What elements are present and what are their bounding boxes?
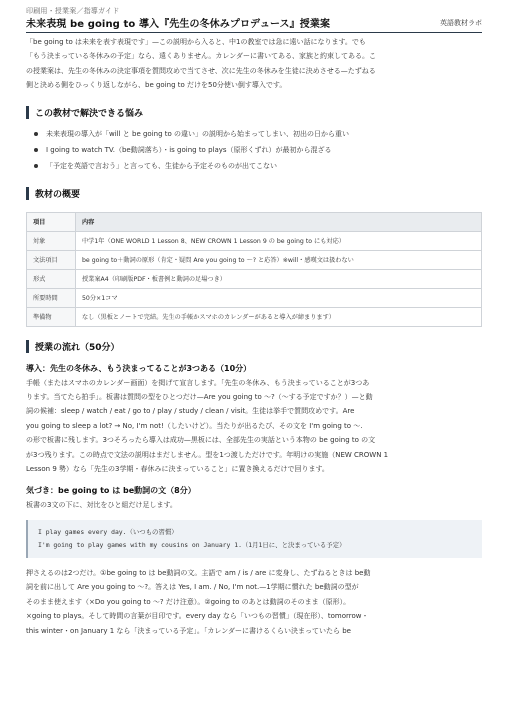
intro-paragraph	[26, 35, 482, 93]
section-heading-text: 教材の概要	[35, 190, 81, 201]
body-line: 手帳（またはスマホのカレンダー画面）を掲げて宣言します。「先生の冬休み、もう決まっていることが3つあ	[26, 378, 370, 387]
list-item: 未来表現の導入が「will と be going to の違い」の説明から始まってしまい、初出の日から重い	[34, 126, 482, 142]
table-cell-key: 文法項目	[27, 250, 76, 269]
table-header-row	[27, 212, 482, 231]
heading-accent-bar	[26, 106, 29, 119]
overview-table	[26, 212, 482, 327]
section-heading-text: この教材で解決できる悩み	[35, 109, 144, 120]
section-heading-flow	[26, 340, 482, 354]
step-intro-line: 板書の3文の下に、対比をひと組だけ足します。	[26, 501, 177, 510]
example-quote-box	[26, 520, 482, 558]
table-cell-value: be going to＋動詞の原形（肯定・疑問 Are you going to ～? と応答）※will・感嘆文は扱わない	[76, 250, 482, 269]
body-line: this winter・on January 1 なら「決まっている予定」。「カレンダーに書けるくらい決まっていたら be	[26, 626, 351, 635]
table-cell-key: 形式	[27, 269, 76, 288]
body-line: 詞の候補：sleep / watch / eat / go to / play / study / clean / visit。生徒は挙手で質問攻めです。Are	[26, 407, 355, 416]
section-heading-text: 授業の流れ（50分）	[35, 343, 120, 354]
list-item: I going to watch TV.（be動詞落ち）・is going to plays（原形くずれ）が最初から混ざる	[34, 142, 482, 158]
list-item: 「予定を英語で言おう」と言っても、生徒から予定そのものが出てこない	[34, 158, 482, 174]
body-line: の形で板書に残します。3つそろったら導入は成功—黒板には、全部先生の実話という本物の be going to の文	[26, 436, 376, 445]
table-cell-value: 授業案A4（印刷版PDF・板書例と動詞の足場つき）	[76, 269, 482, 288]
table-row	[27, 250, 482, 269]
title-divider	[26, 32, 482, 33]
body-line: が3つ残ります。この時点で文法の説明はまだしません。型を1つ渡しただけです。年明けの実施（NEW CROWN 1	[26, 450, 389, 459]
intro-line: 「be going to は未来を表す表現です」—この説明から入ると、中1の教室では急に遠い話になります。でも	[26, 38, 366, 46]
table-cell-key: 準備物	[27, 307, 76, 326]
page-title: 未来表現 be going to 導入『先生の冬休みプロデュース』授業案	[26, 19, 331, 30]
heading-accent-bar	[26, 340, 29, 353]
section-heading-problems	[26, 106, 482, 120]
title-bar	[26, 15, 482, 30]
example-sentence: I'm going to play games with my cousins on January 1.（1月1日に、と決まっている予定）	[38, 540, 346, 549]
step-body-intro	[26, 376, 482, 477]
heading-accent-bar	[26, 187, 29, 200]
intro-line: 側と決める側をひっくり返しながら、be going to だけを50分使い倒す導入です。	[26, 81, 287, 90]
body-line: そのまま使えます（×Do you going to ～? だけ注意）。②going to のあとは動詞のそのまま（原形）。	[26, 597, 351, 606]
table-row	[27, 288, 482, 307]
body-line: ×going to plays。そして時間の言葉が目印です。every day なら「いつもの習慣」（現在形）、tomorrow・	[26, 612, 369, 621]
table-row	[27, 307, 482, 326]
table-header-cell: 内容	[76, 212, 482, 231]
body-line: you going to sleep a lot? → No, I'm not!（したいけど）。当たりが出るたび、その文を I'm going to ～.	[26, 421, 363, 430]
step-body-awareness	[26, 566, 482, 638]
example-sentence: I play games every day.（いつもの習慣）	[38, 527, 178, 536]
body-line: 押さえるのは2つだけ。①be going to は be動詞の文。主語で am / is / are に変身し、たずねるときは be動	[26, 568, 371, 577]
table-cell-key: 所要時間	[27, 288, 76, 307]
intro-line: 「もう決まっている冬休みの予定」なら、遠くありません。カレンダーに書いてある、家族と約束してある。こ	[26, 52, 376, 61]
intro-line: の授業案は、先生の冬休みの決定事項を質問攻めで当てさせ、次に先生の冬休みを生徒に決めさせる—たずねる	[26, 66, 376, 75]
table-cell-value: 中学1年（ONE WORLD 1 Lesson 8、NEW CROWN 1 Lesson 9 の be going to にも対応）	[76, 231, 482, 250]
body-line: Lesson 9 勢）なら「先生の3学期・春休みに決まっていること」に置き換えるだけで回ります。	[26, 465, 329, 474]
body-line: 詞を前に出して Are you going to ～?。答えは Yes, I am. / No, I'm not.—1学期に慣れた be動詞の型が	[26, 583, 359, 592]
table-row	[27, 269, 482, 288]
problem-list	[26, 126, 482, 174]
table-cell-value: 50分×1コマ	[76, 288, 482, 307]
table-cell-key: 対象	[27, 231, 76, 250]
step-heading-intro: 導入：先生の冬休み、もう決まってることが3つある（10分）	[26, 363, 252, 373]
step-heading-awareness: 気づき：be going to は be動詞の文（8分）	[26, 486, 196, 496]
section-heading-overview	[26, 187, 482, 201]
table-row	[27, 231, 482, 250]
breadcrumb: 印刷用・授業案／指導ガイド	[26, 7, 120, 15]
brand-name: 英語教材ラボ	[440, 19, 482, 27]
table-header-cell: 項目	[27, 212, 76, 231]
body-line: ります。当てたら拍手」。板書は質問の型をひとつだけ—Are you going to ～?（～する予定ですか？）—と動	[26, 393, 373, 402]
table-cell-value: なし（黒板とノートで完結。先生の手帳かスマホのカレンダーがあると導入が締まります）	[76, 307, 482, 326]
